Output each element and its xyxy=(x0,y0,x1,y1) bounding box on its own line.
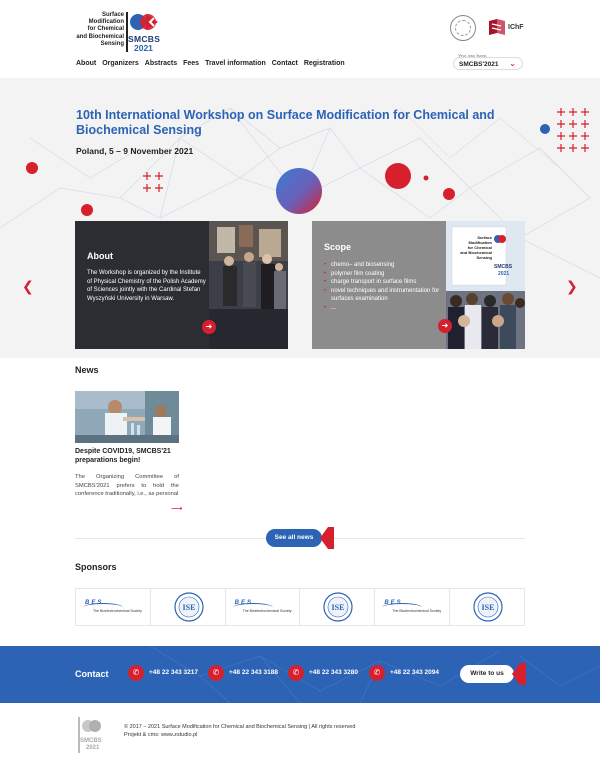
see-all-news-button[interactable]: See all news xyxy=(266,529,322,547)
list-item: • polymer film coating xyxy=(324,270,442,279)
nav-travel-information[interactable]: Travel information xyxy=(205,60,266,67)
sponsor-ise[interactable] xyxy=(151,589,226,625)
site-logo[interactable] xyxy=(76,12,166,52)
scope-card-title: Scope xyxy=(324,242,352,252)
footer-acronym: SMCBS xyxy=(80,738,102,744)
contact-title: Contact xyxy=(75,669,109,679)
bes-logo xyxy=(233,600,295,616)
ise-seal-icon xyxy=(473,592,503,622)
bes-wordmark: BES xyxy=(384,600,403,606)
footer-year: 2021 xyxy=(86,745,100,751)
sponsors-strip xyxy=(75,588,525,626)
ichf-logo[interactable] xyxy=(487,17,527,39)
nav-organizers[interactable]: Organizers xyxy=(102,60,139,67)
svg-text:Sensing: Sensing xyxy=(476,255,492,260)
news-excerpt: The Organizing Committee of SMCBS'2021 prefers to hold the conference traditionally, i.e., as personal xyxy=(75,474,179,497)
ise-seal-icon xyxy=(323,592,353,622)
scope-card[interactable] xyxy=(312,221,525,349)
ise-wordmark: ISE xyxy=(332,603,345,612)
conference-photo xyxy=(209,221,288,349)
ise-wordmark: ISE xyxy=(481,603,495,612)
logo-text xyxy=(64,12,124,48)
bes-subtitle: The Bioelectrochemical Society xyxy=(93,609,142,613)
about-card-text: The Workshop is organized by the Institute of Physical Chemistry of the Polish Academy of Sciences jointly with the Cardinal Stefan Wyszyński University in Warsaw. xyxy=(87,270,206,302)
ise-wordmark: ISE xyxy=(182,603,196,612)
logo-line: for Chemical xyxy=(87,26,124,33)
ise-seal-icon xyxy=(174,592,204,622)
svg-text:2021: 2021 xyxy=(498,271,510,277)
sponsor-bes[interactable] xyxy=(76,589,151,625)
phone-number: +48 22 343 2094 xyxy=(390,669,439,676)
phone-icon: ✆ xyxy=(369,665,385,681)
logo-acronym: SMCBS xyxy=(128,34,161,44)
bes-logo xyxy=(83,600,145,616)
news-headline[interactable]: Despite COVID19, SMCBS'21 preparations begin! xyxy=(75,448,171,464)
sponsor-bes[interactable] xyxy=(226,589,301,625)
main-nav xyxy=(76,60,345,67)
academy-emblem-icon[interactable] xyxy=(450,15,476,41)
svg-text:Surface: Surface xyxy=(477,235,492,240)
red-arrow-tip-icon xyxy=(506,663,526,685)
arrow-right-icon[interactable]: ⟶ xyxy=(171,504,183,513)
emblem-ring xyxy=(455,20,471,36)
logo-line: Sensing xyxy=(100,40,124,47)
about-card[interactable] xyxy=(75,221,288,349)
sponsor-ise[interactable] xyxy=(450,589,524,625)
list-item: • chemo– and biosensing xyxy=(324,261,442,270)
svg-text:for Chemical: for Chemical xyxy=(467,245,492,250)
site-header xyxy=(0,0,600,78)
phone-number: +48 22 343 3217 xyxy=(149,669,198,676)
event-date-location: Poland, 5 – 9 November 2021 xyxy=(76,146,194,156)
sponsor-ise[interactable] xyxy=(300,589,375,625)
news-section-title: News xyxy=(75,365,99,375)
svg-text:SMCBS: SMCBS xyxy=(494,264,513,270)
site-switcher-value: SMCBS'2021 xyxy=(459,61,499,68)
sponsors-section-title: Sponsors xyxy=(75,562,117,572)
phone-icon: ✆ xyxy=(208,665,224,681)
footer-copyright: © 2017 – 2021 Surface Modification for Chemical and Biochemical Sensing | All rights reserved xyxy=(124,724,356,730)
site-switcher-select[interactable] xyxy=(453,57,523,70)
list-item: • charge transport in surface films xyxy=(324,278,442,287)
audience-photo xyxy=(446,221,525,349)
list-item: • ... xyxy=(324,304,442,313)
chevron-right-icon[interactable]: ❯ xyxy=(566,278,578,294)
logo-line: and Biochemical xyxy=(76,33,124,40)
bes-subtitle: The Bioelectrochemical Society xyxy=(392,609,442,613)
about-more-arrow-icon[interactable]: ➜ xyxy=(202,320,216,334)
hero-section xyxy=(0,78,600,358)
write-to-us-button[interactable]: Write to us xyxy=(460,665,514,683)
nav-registration[interactable]: Registration xyxy=(303,60,345,67)
phone-number: +48 22 343 3188 xyxy=(229,669,278,676)
nav-fees[interactable]: Fees xyxy=(183,60,200,67)
svg-text:Modification: Modification xyxy=(468,240,492,245)
phone-number: +48 22 343 3280 xyxy=(309,669,358,676)
chevron-left-icon[interactable]: ❮ xyxy=(22,278,34,294)
logo-year: 2021 xyxy=(134,43,153,53)
logo-line: Surface xyxy=(101,12,124,18)
svg-text:and Biochemical: and Biochemical xyxy=(460,250,492,255)
site-switcher-label: You are here xyxy=(458,54,487,60)
scope-list xyxy=(324,261,442,312)
page-title: 10th International Workshop on Surface Modification for Chemical and Biochemical Sensing xyxy=(76,108,495,137)
nav-contact[interactable]: Contact xyxy=(271,60,298,67)
scope-more-arrow-icon[interactable]: ➜ xyxy=(438,319,452,333)
ichf-mark-icon xyxy=(487,17,507,37)
nav-about[interactable]: About xyxy=(76,60,97,67)
phone-icon: ✆ xyxy=(288,665,304,681)
logo-line: Modification xyxy=(88,19,124,26)
news-lab-photo[interactable] xyxy=(75,391,179,443)
chevron-down-icon: ⌄ xyxy=(509,59,516,68)
sponsor-bes[interactable] xyxy=(375,589,450,625)
about-card-title: About xyxy=(87,251,113,261)
bes-wordmark: BES xyxy=(234,600,253,606)
bes-logo xyxy=(382,600,444,616)
bes-subtitle: The Bioelectrochemical Society xyxy=(242,609,292,613)
footer-credit-link[interactable]: Projekt & cms: www.zstudio.pl xyxy=(124,732,198,738)
bes-wordmark: BES xyxy=(85,600,104,606)
ichf-label: IChF xyxy=(508,24,524,31)
phone-icon: ✆ xyxy=(128,665,144,681)
red-arrow-tip-icon xyxy=(314,527,334,549)
nav-abstracts[interactable]: Abstracts xyxy=(144,60,178,67)
list-item: • novel techniques and instrumentation for surfaces examination xyxy=(324,287,442,304)
